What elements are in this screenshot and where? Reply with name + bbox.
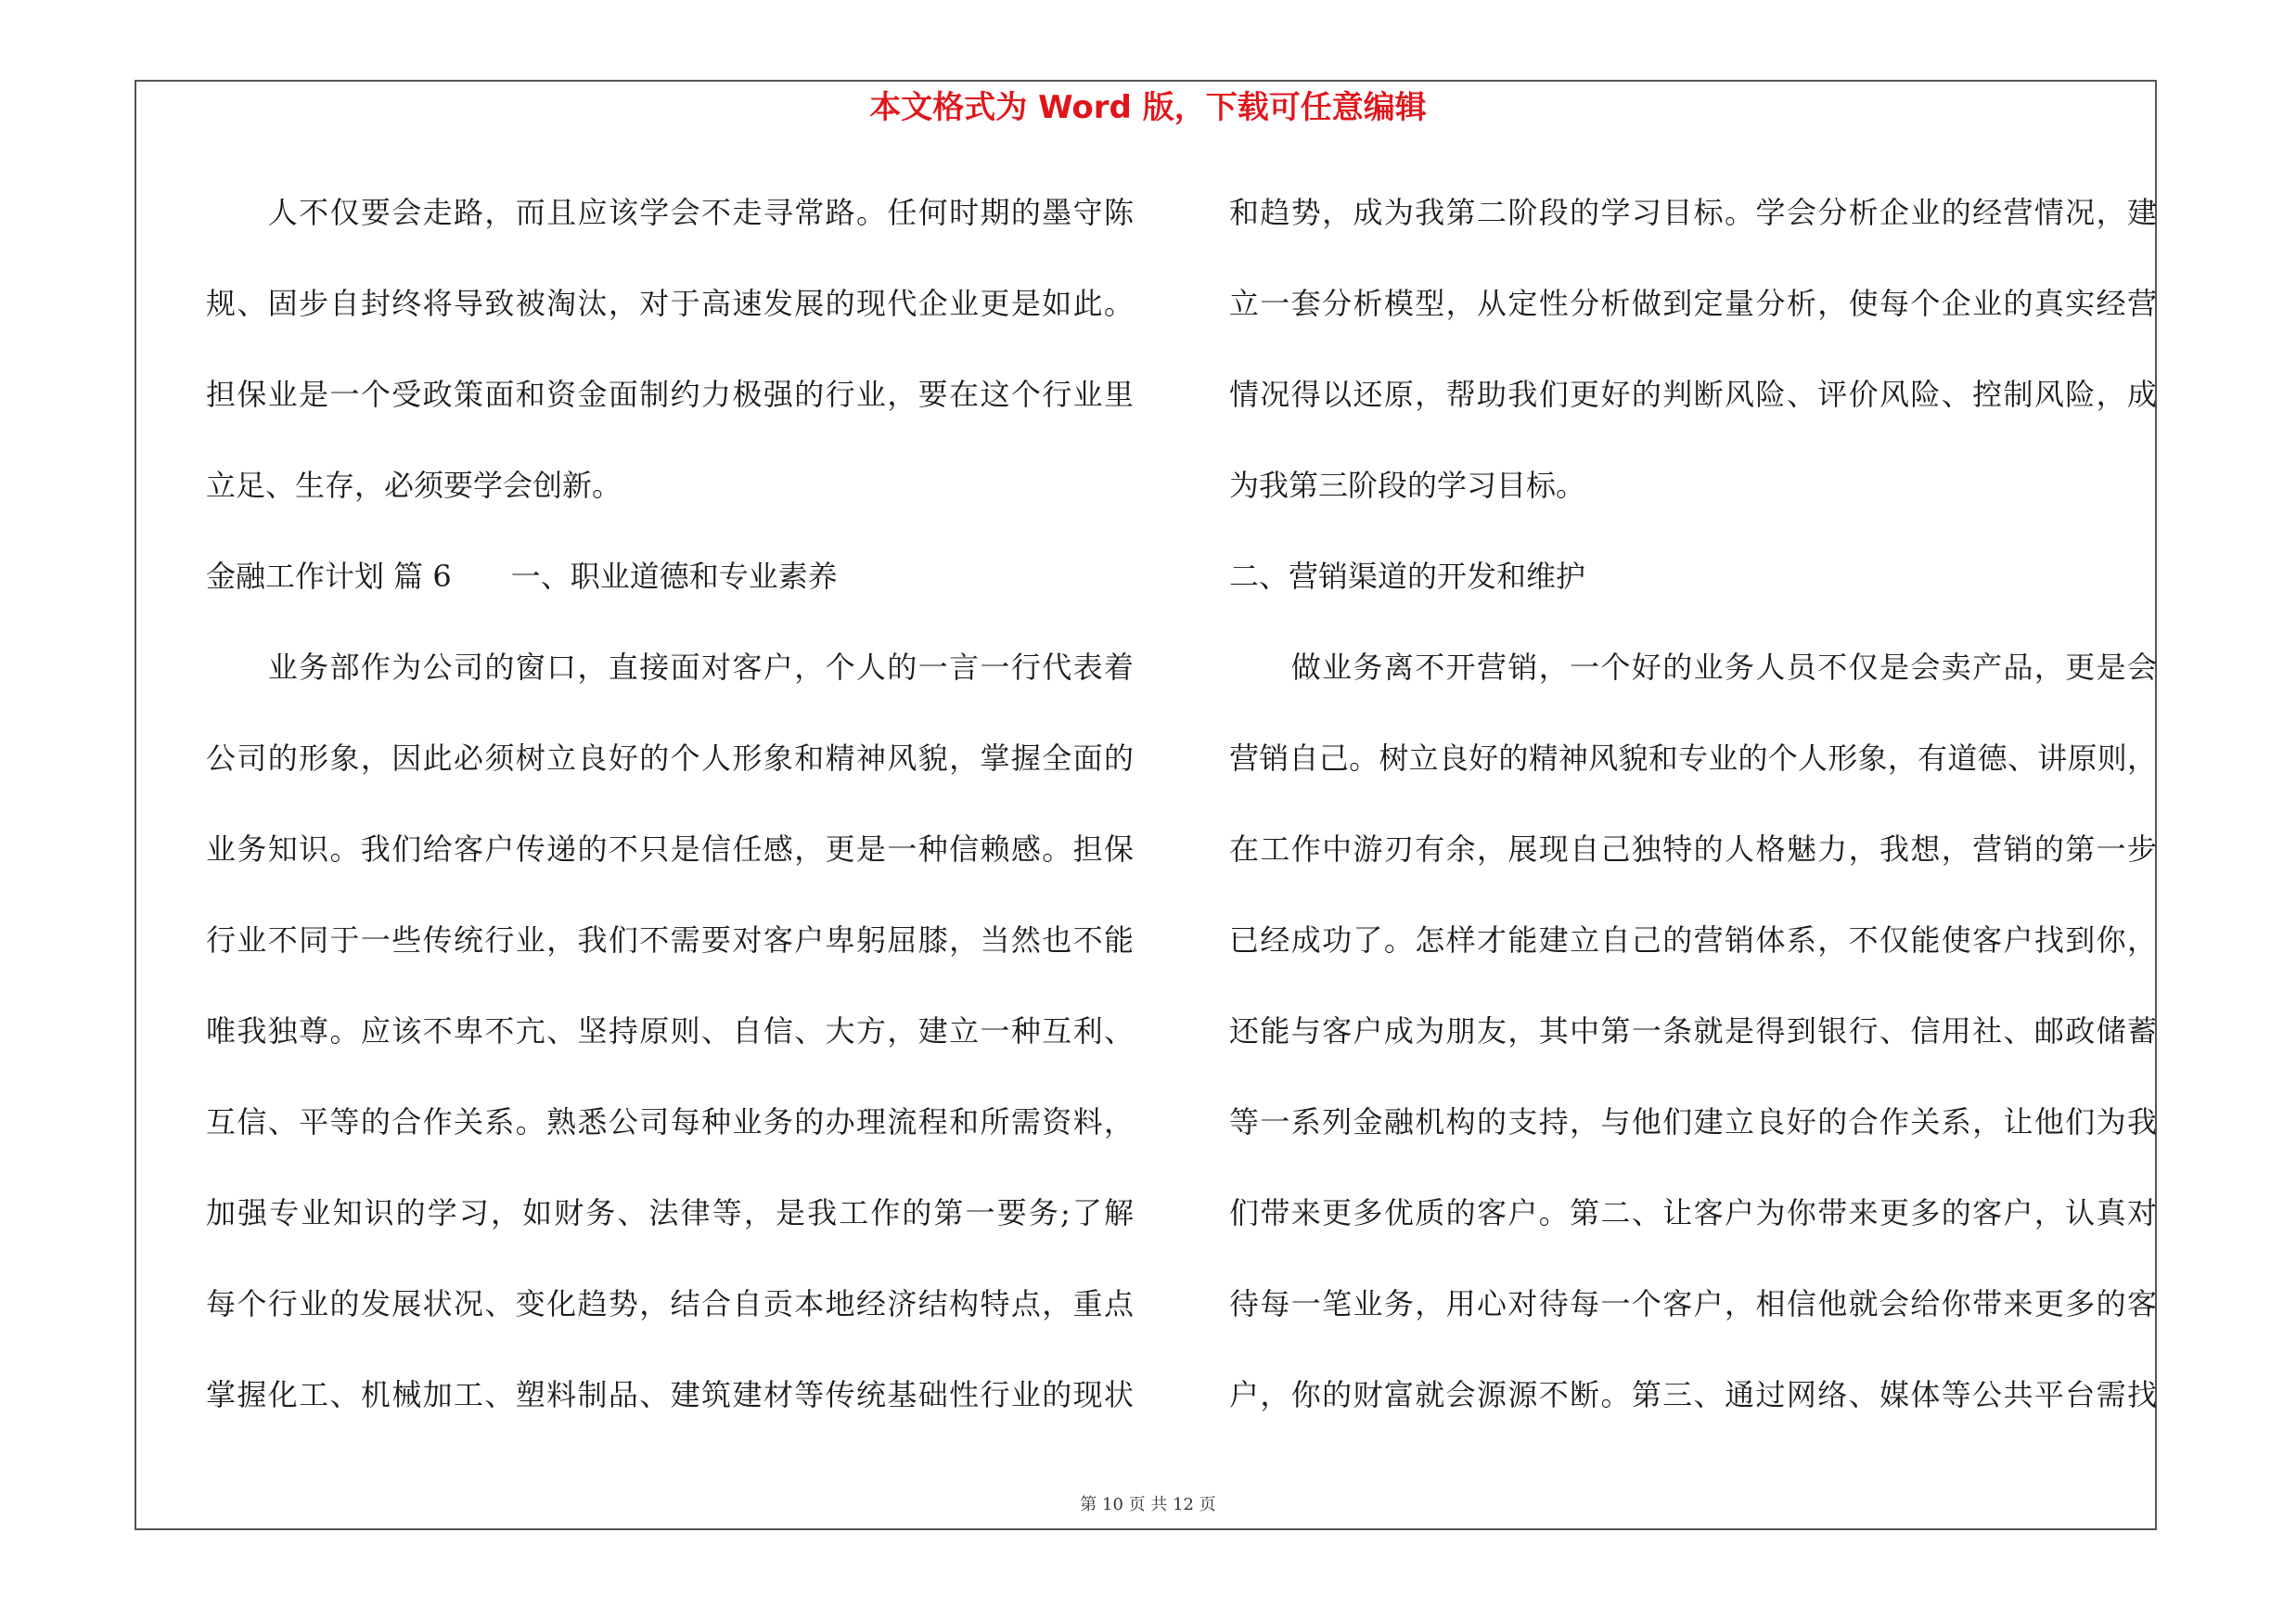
text-line: 待每一笔业务，用心对待每一个客户，相信他就会给你带来更多的客	[1229, 1286, 2157, 1321]
text-line: 唯我独尊。应该不卑不亢、坚持原则、自信、大方，建立一种互利、	[206, 1013, 1134, 1049]
text-line: 情况得以还原，帮助我们更好的判断风险、评价风险、控制风险，成	[1229, 377, 2157, 412]
text-line: 立一套分析模型，从定性分析做到定量分析，使每个企业的真实经营	[1229, 286, 2157, 321]
text-line: 掌握化工、机械加工、塑料制品、建筑建材等传统基础性行业的现状	[206, 1377, 1134, 1412]
page-number-footer: 第 10 页 共 12 页	[1080, 1495, 1216, 1514]
text-line: 规、固步自封终将导致被淘汰，对于高速发展的现代企业更是如此。	[206, 286, 1134, 321]
format-notice-banner: 本文格式为 Word 版，下载可任意编辑	[869, 89, 1427, 126]
section-heading: 二、营销渠道的开发和维护	[1229, 559, 1586, 594]
text-line: 在工作中游刃有余，展现自己独特的人格魅力，我想，营销的第一步	[1229, 831, 2157, 867]
text-line: 做业务离不开营销，一个好的业务人员不仅是会卖产品，更是会	[1229, 650, 2157, 685]
text-line: 们带来更多优质的客户。第二、让客户为你带来更多的客户，认真对	[1229, 1195, 2157, 1230]
text-line: 户，你的财富就会源源不断。第三、通过网络、媒体等公共平台需找	[1229, 1377, 2157, 1412]
text-line: 互信、平等的合作关系。熟悉公司每种业务的办理流程和所需资料，	[206, 1104, 1134, 1140]
text-line: 加强专业知识的学习，如财务、法律等，是我工作的第一要务;了解	[206, 1195, 1134, 1230]
section-heading: 金融工作计划 篇 6 一、职业道德和专业素养	[206, 559, 838, 594]
text-line: 公司的形象，因此必须树立良好的个人形象和精神风貌，掌握全面的	[206, 741, 1134, 776]
text-line: 业务知识。我们给客户传递的不只是信任感，更是一种信赖感。担保	[206, 831, 1134, 867]
text-line: 已经成功了。怎样才能建立自己的营销体系，不仅能使客户找到你，	[1229, 922, 2157, 958]
text-line: 业务部作为公司的窗口，直接面对客户，个人的一言一行代表着	[206, 650, 1134, 685]
text-line: 为我第三阶段的学习目标。	[1229, 468, 1586, 503]
text-line: 还能与客户成为朋友，其中第一条就是得到银行、信用社、邮政储蓄	[1229, 1013, 2157, 1049]
text-line: 每个行业的发展状况、变化趋势，结合自贡本地经济结构特点，重点	[206, 1286, 1134, 1321]
text-line: 担保业是一个受政策面和资金面制约力极强的行业，要在这个行业里	[206, 377, 1134, 412]
text-line: 营销自己。树立良好的精神风貌和专业的个人形象，有道德、讲原则，	[1229, 741, 2157, 776]
text-line: 立足、生存，必须要学会创新。	[206, 468, 622, 503]
text-line: 等一系列金融机构的支持，与他们建立良好的合作关系，让他们为我	[1229, 1104, 2157, 1140]
text-line: 人不仅要会走路，而且应该学会不走寻常路。任何时期的墨守陈	[206, 195, 1134, 230]
text-line: 行业不同于一些传统行业，我们不需要对客户卑躬屈膝，当然也不能	[206, 922, 1134, 958]
text-line: 和趋势，成为我第二阶段的学习目标。学会分析企业的经营情况，建	[1229, 195, 2157, 230]
left-text-column	[206, 180, 1134, 1453]
right-text-column	[1229, 180, 2157, 1453]
